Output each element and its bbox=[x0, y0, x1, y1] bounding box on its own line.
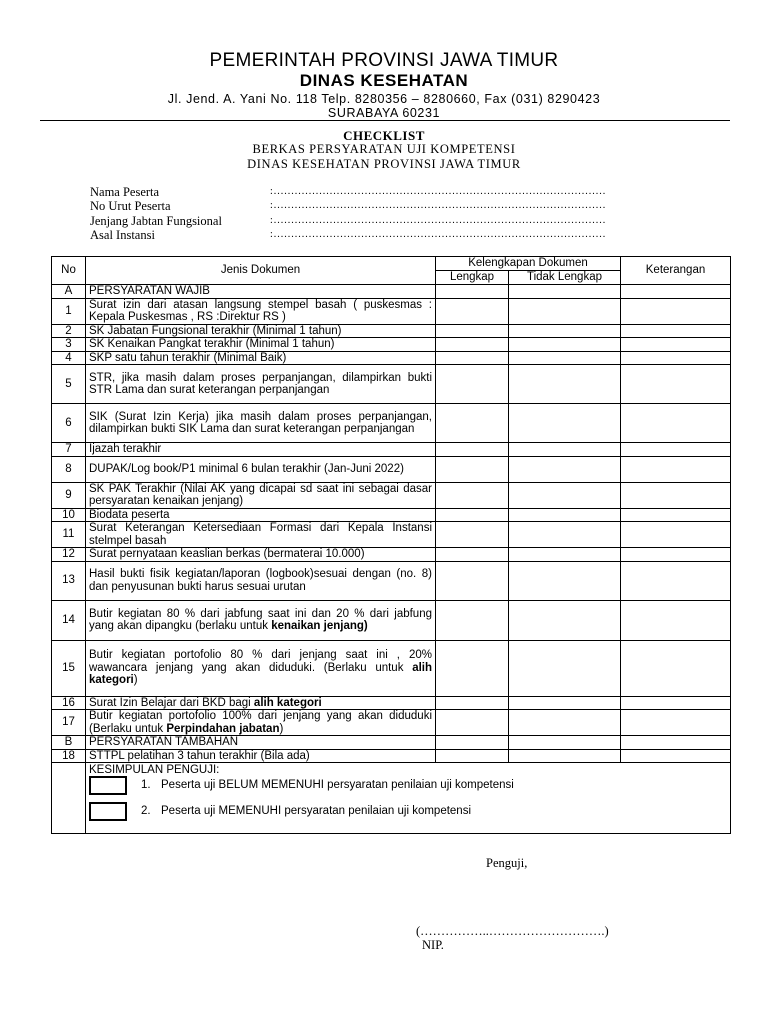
row-no: 14 bbox=[52, 600, 86, 640]
row-no: 9 bbox=[52, 482, 86, 508]
section-no: B bbox=[52, 736, 86, 750]
table-row bbox=[52, 522, 731, 548]
table-row bbox=[52, 749, 731, 763]
check-complete[interactable] bbox=[436, 443, 509, 457]
requirement-emphasis: Perpindahan jabatan bbox=[166, 722, 280, 735]
requirement-text: STR, jika masih dalam proses perpanjangan, dilampirkan bukti STR Lama dan surat keterangan perpanjangan bbox=[89, 371, 432, 396]
notes-cell[interactable] bbox=[621, 640, 731, 696]
requirement-emphasis: alih kategori bbox=[89, 661, 432, 687]
table-row bbox=[52, 640, 731, 696]
field-blank[interactable]: :............................................................................................... bbox=[270, 228, 607, 240]
check-complete[interactable] bbox=[436, 561, 509, 600]
row-no: 15 bbox=[52, 640, 86, 696]
field-label: Asal Instansi bbox=[90, 227, 155, 242]
document-requirement bbox=[86, 696, 436, 710]
table-row bbox=[52, 351, 731, 365]
row-no: 16 bbox=[52, 696, 86, 710]
row-no: 12 bbox=[52, 548, 86, 562]
check-incomplete[interactable] bbox=[509, 443, 621, 457]
document-requirement bbox=[86, 522, 436, 548]
field-label: Jenjang Jabtan Fungsional bbox=[90, 213, 222, 228]
document-title: CHECKLIST bbox=[343, 128, 425, 143]
check-incomplete[interactable] bbox=[509, 749, 621, 763]
option-2-number: 2. bbox=[141, 805, 151, 818]
option-2-checkbox[interactable] bbox=[89, 802, 127, 821]
document-requirement bbox=[86, 749, 436, 763]
check-incomplete[interactable] bbox=[509, 338, 621, 352]
table-row bbox=[52, 404, 731, 443]
notes-cell[interactable] bbox=[621, 696, 731, 710]
notes-cell[interactable] bbox=[621, 600, 731, 640]
check-complete[interactable] bbox=[436, 736, 509, 750]
check-complete[interactable] bbox=[436, 298, 509, 324]
check-incomplete[interactable] bbox=[509, 508, 621, 522]
document-requirement bbox=[86, 600, 436, 640]
document-requirement bbox=[86, 351, 436, 365]
requirement-text-end: ) bbox=[279, 722, 284, 735]
check-incomplete[interactable] bbox=[509, 298, 621, 324]
notes-cell[interactable] bbox=[621, 736, 731, 750]
check-incomplete[interactable] bbox=[509, 522, 621, 548]
check-incomplete[interactable] bbox=[509, 365, 621, 404]
table-row bbox=[52, 443, 731, 457]
option-1-checkbox[interactable] bbox=[89, 776, 127, 795]
notes-cell[interactable] bbox=[621, 298, 731, 324]
notes-cell[interactable] bbox=[621, 324, 731, 338]
section-title: PERSYARATAN TAMBAHAN bbox=[86, 736, 436, 750]
field-blank[interactable]: :............................................................................................... bbox=[270, 200, 607, 212]
requirement-emphasis: kenaikan jenjang) bbox=[271, 620, 368, 632]
participant-field-number bbox=[90, 199, 690, 213]
col-completeness-header: Kelengkapan Dokumen bbox=[436, 257, 621, 271]
field-blank[interactable]: :............................................................................................... bbox=[270, 214, 607, 226]
document-subtitle-agency: DINAS KESEHATAN PROVINSI JAWA TIMUR bbox=[247, 157, 521, 171]
participant-field-level bbox=[90, 214, 690, 228]
row-no: 1 bbox=[52, 298, 86, 324]
notes-cell[interactable] bbox=[621, 482, 731, 508]
section-title: PERSYARATAN WAJIB bbox=[86, 285, 436, 299]
conclusion-row bbox=[52, 763, 731, 834]
check-incomplete[interactable] bbox=[509, 710, 621, 736]
table-header-row bbox=[52, 257, 731, 271]
row-no: 18 bbox=[52, 749, 86, 763]
conclusion-title: KESIMPULAN PENGUJI: bbox=[89, 764, 220, 776]
requirement-text: Butir kegiatan portofolio 80 % dari jenjang saat ini , 20% wawancara jenjang yang akan diduduki. (Berlaku untuk bbox=[89, 649, 432, 674]
document-requirement bbox=[86, 640, 436, 696]
row-no: 8 bbox=[52, 456, 86, 482]
participant-field-name bbox=[90, 185, 690, 199]
notes-cell[interactable] bbox=[621, 548, 731, 562]
document-requirement bbox=[86, 298, 436, 324]
check-incomplete[interactable] bbox=[509, 600, 621, 640]
row-no: 11 bbox=[52, 522, 86, 548]
document-requirement bbox=[86, 548, 436, 562]
requirement-text: SK Jabatan Fungsional terakhir (Minimal 1 tahun) bbox=[89, 324, 342, 337]
option-1-text: Peserta uji BELUM MEMENUHI persyaratan penilaian uji kompetensi bbox=[161, 779, 514, 792]
col-no-header: No bbox=[52, 257, 86, 285]
checklist-table bbox=[51, 256, 731, 834]
table-row bbox=[52, 298, 731, 324]
table-row bbox=[52, 508, 731, 522]
check-complete[interactable] bbox=[436, 548, 509, 562]
letterhead-government: PEMERINTAH PROVINSI JAWA TIMUR bbox=[209, 50, 559, 71]
check-complete[interactable] bbox=[436, 351, 509, 365]
check-complete[interactable] bbox=[436, 324, 509, 338]
document-requirement bbox=[86, 508, 436, 522]
letterhead-agency: DINAS KESEHATAN bbox=[299, 71, 469, 90]
col-notes-header: Keterangan bbox=[621, 257, 731, 285]
requirement-text: Butir kegiatan portofolio 100% dari jenjang yang akan diduduki (Berlaku untuk bbox=[89, 710, 432, 735]
requirement-text: Hasil bukti fisik kegiatan/laporan (logbook)sesuai dengan (no. 8) dan penyusunan bukti harus sesuai urutan bbox=[89, 568, 432, 593]
letterhead-city: SURABAYA 60231 bbox=[327, 106, 441, 120]
document-requirement bbox=[86, 561, 436, 600]
table-row bbox=[52, 338, 731, 352]
notes-cell[interactable] bbox=[621, 522, 731, 548]
table-row bbox=[52, 324, 731, 338]
row-no: 10 bbox=[52, 508, 86, 522]
check-incomplete[interactable] bbox=[509, 548, 621, 562]
check-incomplete[interactable] bbox=[509, 482, 621, 508]
row-no: 7 bbox=[52, 443, 86, 457]
requirement-text: SK Kenaikan Pangkat terakhir (Minimal 1 tahun) bbox=[89, 338, 335, 350]
notes-cell[interactable] bbox=[621, 404, 731, 443]
check-complete[interactable] bbox=[436, 600, 509, 640]
requirement-text: DUPAK/Log book/P1 minimal 6 bulan terakhir (Jan-Juni 2022) bbox=[89, 462, 404, 475]
check-incomplete[interactable] bbox=[509, 456, 621, 482]
examiner-name-blank[interactable]: (……………..……………………….) bbox=[416, 924, 609, 938]
requirement-text: SK PAK Terakhir (Nilai AK yang dicapai sd saat ini sebagai dasar persyaratan kenaikan jenjang) bbox=[89, 482, 432, 507]
participant-field-institution bbox=[90, 228, 690, 242]
table-row bbox=[52, 600, 731, 640]
requirement-text: Surat Keterangan Ketersediaan Formasi dari Kepala Instansi stelmpel basah bbox=[89, 522, 432, 547]
check-incomplete[interactable] bbox=[509, 285, 621, 299]
check-complete[interactable] bbox=[436, 522, 509, 548]
examiner-nip: NIP. bbox=[422, 938, 444, 952]
document-requirement bbox=[86, 324, 436, 338]
table-row bbox=[52, 548, 731, 562]
table-row bbox=[52, 696, 731, 710]
check-complete[interactable] bbox=[436, 404, 509, 443]
letterhead-divider bbox=[40, 120, 730, 121]
document-subtitle: BERKAS PERSYARATAN UJI KOMPETENSI bbox=[252, 142, 516, 156]
notes-cell[interactable] bbox=[621, 508, 731, 522]
table-row bbox=[52, 482, 731, 508]
col-complete-header: Lengkap bbox=[436, 271, 509, 285]
row-no: 13 bbox=[52, 561, 86, 600]
check-incomplete[interactable] bbox=[509, 736, 621, 750]
row-no: 5 bbox=[52, 365, 86, 404]
document-requirement bbox=[86, 456, 436, 482]
requirement-text-end: ) bbox=[133, 674, 138, 687]
check-incomplete[interactable] bbox=[509, 324, 621, 338]
conclusion-no-cell bbox=[52, 763, 86, 834]
notes-cell[interactable] bbox=[621, 365, 731, 404]
conclusion-option-2 bbox=[89, 799, 727, 825]
requirement-text: Biodata peserta bbox=[89, 508, 170, 521]
notes-cell[interactable] bbox=[621, 561, 731, 600]
requirement-text: SKP satu tahun terakhir (Minimal Baik) bbox=[89, 351, 287, 364]
check-complete[interactable] bbox=[436, 456, 509, 482]
check-complete[interactable] bbox=[436, 508, 509, 522]
check-complete[interactable] bbox=[436, 365, 509, 404]
requirement-text: Butir kegiatan 80 % dari jabfung saat ini dan 20 % dari jabfung yang akan dipangku (berlaku untuk bbox=[89, 607, 432, 632]
row-no: 2 bbox=[52, 324, 86, 338]
notes-cell[interactable] bbox=[621, 456, 731, 482]
requirement-text: Surat Izin Belajar dari BKD bagi bbox=[89, 696, 254, 709]
field-blank[interactable]: :............................................................................................... bbox=[270, 186, 607, 197]
table-row bbox=[52, 710, 731, 736]
notes-cell[interactable] bbox=[621, 285, 731, 299]
section-row-a bbox=[52, 285, 731, 299]
check-incomplete[interactable] bbox=[509, 640, 621, 696]
section-no: A bbox=[52, 285, 86, 299]
table-row bbox=[52, 456, 731, 482]
option-1-number: 1. bbox=[141, 779, 151, 792]
document-requirement bbox=[86, 710, 436, 736]
participant-info bbox=[90, 185, 690, 242]
field-label: No Urut Peserta bbox=[90, 199, 171, 214]
requirement-text: Surat izin dari atasan langsung stempel basah ( puskesmas : Kepala Puskesmas , RS :Direktur RS ) bbox=[89, 298, 432, 323]
table-body bbox=[52, 285, 731, 834]
document-requirement bbox=[86, 338, 436, 352]
notes-cell[interactable] bbox=[621, 338, 731, 352]
col-doc-header: Jenis Dokumen bbox=[86, 257, 436, 285]
requirement-text: SIK (Surat Izin Kerja) jika masih dalam proses perpanjangan, dilampirkan bukti SIK Lama dan surat keterangan perpanjangan bbox=[89, 410, 432, 435]
row-no: 3 bbox=[52, 338, 86, 352]
check-incomplete[interactable] bbox=[509, 696, 621, 710]
check-complete[interactable] bbox=[436, 338, 509, 352]
check-complete[interactable] bbox=[436, 285, 509, 299]
check-incomplete[interactable] bbox=[509, 561, 621, 600]
check-incomplete[interactable] bbox=[509, 404, 621, 443]
check-complete[interactable] bbox=[436, 640, 509, 696]
section-row-b bbox=[52, 736, 731, 750]
table-row bbox=[52, 561, 731, 600]
document-requirement bbox=[86, 404, 436, 443]
document-requirement bbox=[86, 443, 436, 457]
notes-cell[interactable] bbox=[621, 749, 731, 763]
document-requirement bbox=[86, 365, 436, 404]
notes-cell[interactable] bbox=[621, 443, 731, 457]
table-row bbox=[52, 365, 731, 404]
row-no: 17 bbox=[52, 710, 86, 736]
letterhead-address: Jl. Jend. A. Yani No. 118 Telp. 8280356 – 8280660, Fax (031) 8290423 bbox=[167, 92, 601, 106]
requirement-emphasis: alih kategori bbox=[253, 696, 322, 709]
col-incomplete-header: Tidak Lengkap bbox=[509, 271, 621, 285]
check-complete[interactable] bbox=[436, 710, 509, 736]
requirement-text: Ijazah terakhir bbox=[89, 443, 162, 455]
check-incomplete[interactable] bbox=[509, 351, 621, 365]
check-complete[interactable] bbox=[436, 482, 509, 508]
row-no: 4 bbox=[52, 351, 86, 365]
option-2-text: Peserta uji MEMENUHI persyaratan penilaian uji kompetensi bbox=[161, 805, 472, 818]
check-complete[interactable] bbox=[436, 749, 509, 763]
field-label: Nama Peserta bbox=[90, 185, 160, 199]
requirement-text: STTPL pelatihan 3 tahun terakhir (Bila ada) bbox=[89, 749, 310, 762]
examiner-label: Penguji, bbox=[486, 856, 528, 870]
row-no: 6 bbox=[52, 404, 86, 443]
conclusion-cell bbox=[86, 763, 731, 834]
check-complete[interactable] bbox=[436, 696, 509, 710]
document-requirement bbox=[86, 482, 436, 508]
notes-cell[interactable] bbox=[621, 710, 731, 736]
notes-cell[interactable] bbox=[621, 351, 731, 365]
requirement-text: Surat pernyataan keaslian berkas (bermaterai 10.000) bbox=[89, 548, 365, 560]
